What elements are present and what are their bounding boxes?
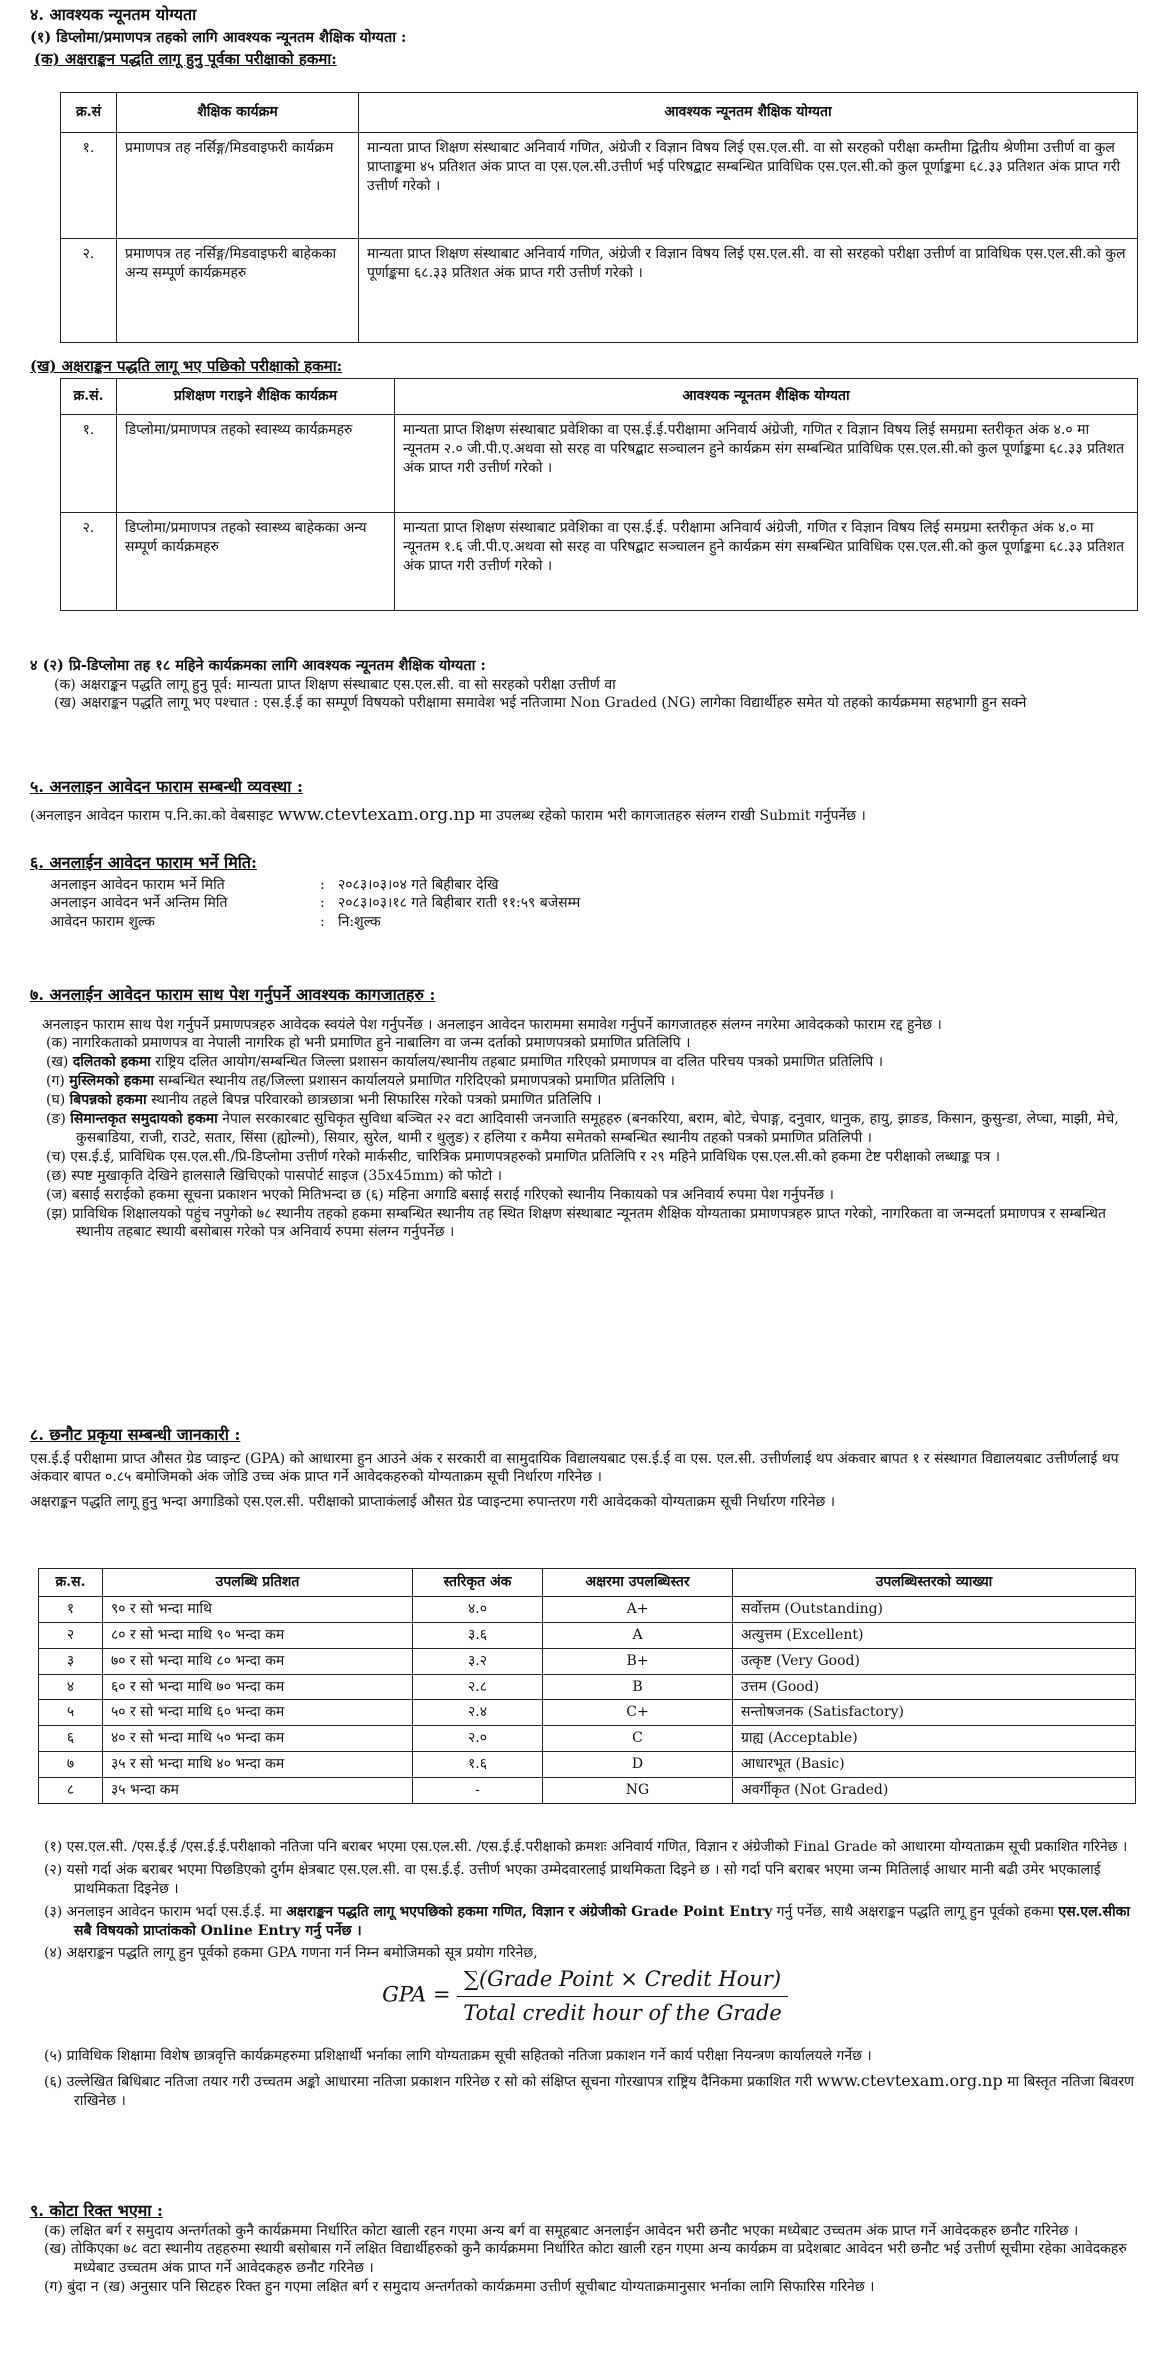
section-8-note-2: (२) यसो गर्दा अंक बराबर भएमा पिछडिएको दुर्गम क्षेत्रबाट एस.एल.सी. वा एस.ई.ई. उत्तीर्ण भएका उम्मेदवारलाई प्राथमिकता दिइने छ । सो गर्दा पनि बराबर भएमा जन्म मितिलाई आधार मानी बढी उमेर भएकालाई प्राथमिकता दिइनेछ ।	[44, 1861, 1101, 1897]
gpa-table-body	[39, 1596, 1136, 1803]
gpa-cell-letter-grade: C+	[543, 1700, 733, 1726]
gpa-cell-percent: ७० र सो भन्दा माथि ८० भन्दा कम	[103, 1648, 413, 1674]
gpa-cell-grade-point: -	[413, 1778, 543, 1804]
table-row	[39, 1726, 1136, 1752]
ka-qualification-table	[60, 92, 1138, 343]
section-5-text-b: मा उपलब्ध रहेको फाराम भरी कागजातहरु संलग्न राखी Submit गर्नुपर्नेछ ।	[475, 807, 866, 824]
gpa-cell-description: ग्राह्य (Acceptable)	[733, 1726, 1136, 1752]
ka-row1-program: प्रमाणपत्र तह नर्सिङ्ग/मिडवाइफरी कार्यक्रम	[117, 133, 359, 239]
list-item-mark: (ग)	[46, 1073, 65, 1090]
section-8-note-5: (५) प्राविधिक शिक्षामा विशेष छात्रवृत्ति कार्यक्रमहरुमा प्रशिक्षार्थी भर्नाका लागि योग्यताक्रम सूची सहितको नतिजा प्रकाशन गर्ने कार्य परीक्षा नियन्त्रण कार्यालयले गर्नेछ ।	[44, 2048, 872, 2065]
gpa-cell-percent: ३५ र सो भन्दा माथि ४० भन्दा कम	[103, 1752, 413, 1778]
ka-row2-qual: मान्यता प्राप्त शिक्षण संस्थाबाट अनिवार्य गणित, अंग्रेजी र विज्ञान विषय लिई एस.एल.सी. वा सो सरहको परीक्षा उत्तीर्ण वा प्राविधिक एस.एल.सी.को कुल पूर्णाङ्कमा ६८.३३ प्रतिशत अंक प्राप्त गरी उत्तीर्ण गरेको ।	[359, 239, 1138, 343]
separator: :	[320, 895, 325, 912]
gpa-cell-letter-grade: A	[543, 1622, 733, 1648]
gpa-cell-grade-point: २.४	[413, 1700, 543, 1726]
gpa-cell-description: उत्कृष्ट (Very Good)	[733, 1648, 1136, 1674]
formula-numerator: ∑(Grade Point × Credit Hour)	[457, 1965, 788, 1996]
gpa-cell-letter-grade: B+	[543, 1648, 733, 1674]
note-6-b: मा बिस्तृत नतिजा बिवरण राखिनेछ ।	[74, 2073, 1135, 2109]
ka-row1-qual: मान्यता प्राप्त शिक्षण संस्थाबाट अनिवार्य गणित, अंग्रेजी र विज्ञान विषय लिई एस.एल.सी. वा सो सरहको परीक्षा कम्तीमा द्वितीय श्रेणीमा उत्तीर्ण वा कुल प्राप्ताङ्कमा ४५ प्रतिशत अंक प्राप्त वा एस.एल.सी.उत्तीर्ण भई परिषद्बाट सम्बन्धित प्राविधिक एस.एल.सी.को कुल पूर्णाङ्कमा ६८.३३ प्रतिशत अंक प्राप्त गरी उत्तीर्ण गरेको ।	[359, 133, 1138, 239]
table-row	[39, 1622, 1136, 1648]
list-item-text: राष्ट्रिय दलित आयोग/सम्बन्धित जिल्ला प्रशासन कार्यालय/स्थानीय तहबाट प्रमाणित गरिएको प्रमाणपत्र वा दलित परिचय पत्रको प्रमाणित प्रतिलिपि ।	[150, 1054, 884, 1071]
gpa-header-letter-grade: अक्षरमा उपलब्धिस्तर	[543, 1569, 733, 1597]
form-deadline-value: २०८३।०३।१८ गते बिहीबार राती ११:५९ बजेसम्म	[338, 895, 581, 912]
gpa-cell-sn: ७	[39, 1752, 103, 1778]
list-item	[50, 894, 1140, 913]
list-item	[50, 913, 1140, 932]
list-item-bold-label: मुस्लिमको हकमा	[69, 1073, 155, 1090]
list-item-text: स्थानीय तहले बिपन्न परिवारको छात्रछात्रा भनी सिफारिस गरेको पत्रको प्रमाणित प्रतिलिपि ।	[146, 1092, 602, 1109]
list-item-mark: (घ)	[46, 1092, 66, 1109]
section-4	[30, 4, 1140, 69]
gpa-cell-description: उत्तम (Good)	[733, 1674, 1136, 1700]
section-9-item-ga: (ग) बुंदा न (ख) अनुसार पनि सिटहरु रिक्त हुन गएमा लक्षित बर्ग र समुदाय अन्तर्गतको कार्यक्रममा उत्तीर्ण सूचीबाट योग्यताक्रमानुसार भर्नाका लागि सिफारिस गरिनेछ ।	[44, 2279, 875, 2296]
section-6	[30, 852, 1140, 932]
gpa-cell-sn: ६	[39, 1726, 103, 1752]
section-4-1-heading: (१) डिप्लोमा/प्रमाणपत्र तहको लागि आवश्यक न्यूनतम शैक्षिक योग्यता :	[30, 28, 407, 46]
section-4-heading: ४. आवश्यक न्यूनतम योग्यता	[30, 5, 197, 24]
list-item-text: बसाई सराईको हकमा सूचना प्रकाशन भएको मितिभन्दा छ (६) महिना अगाडि बसाई सराई गरिएको स्थानीय निकायको पत्र अनिवार्य रुपमा पेश गर्नुपर्नेछ ।	[71, 1186, 834, 1203]
gpa-cell-description: आधारभूत (Basic)	[733, 1752, 1136, 1778]
gpa-conversion-table	[38, 1568, 1136, 1804]
kha-qualification-table	[60, 378, 1138, 611]
section-9-item-ka: (क) लक्षित बर्ग र समुदाय अन्तर्गतको कुनै कार्यक्रममा निर्धारित कोटा खाली रहन गएमा अन्य बर्ग वा समूहबाट अनलाईन आवेदन भरी छनौट भएका मध्येबाट उच्चतम अंक प्राप्त गर्ने आवेदकहरु छनौट गरिनेछ ।	[44, 2222, 1079, 2239]
section-4-kha-title: (ख) अक्षराङ्कन पद्धति लागू भए पछिको परीक्षाको हकमा:	[30, 357, 343, 375]
table-row	[61, 133, 1138, 239]
list-item-bold-label: बिपन्नको हकमा	[69, 1092, 147, 1109]
gpa-cell-description: अत्युत्तम (Excellent)	[733, 1622, 1136, 1648]
section-5-text-a: (अनलाइन आवेदन फाराम प.नि.का.को वेबसाइट	[30, 807, 278, 824]
list-item	[42, 1205, 1140, 1243]
section-9-heading: ९. कोटा रिक्त भएमा :	[30, 2201, 163, 2220]
gpa-cell-letter-grade: NG	[543, 1778, 733, 1804]
gpa-cell-letter-grade: D	[543, 1752, 733, 1778]
kha-header-sn: क्र.सं.	[61, 379, 117, 415]
section-4-2-heading: ४ (२) प्रि-डिप्लोमा तह १८ महिने कार्यक्रमका लागि आवश्यक न्यूनतम शैक्षिक योग्यता :	[30, 657, 486, 674]
kha-row1-sn: १.	[61, 415, 117, 513]
kha-header-qual: आवश्यक न्यूनतम शैक्षिक योग्यता	[395, 379, 1138, 415]
gpa-formula	[30, 1965, 1140, 2027]
section-5-heading: ५. अनलाइन आवेदन फाराम सम्बन्धी व्यवस्था :	[30, 777, 303, 796]
list-item-text: एस.ई.ई, प्राविधिक एस.एल.सी./प्रि-डिप्लोमा उत्तीर्ण गरेको मार्कसीट, चारित्रिक प्रमाणपत्रहरुको प्रमाणित प्रतिलिपि र २९ महिने प्राविधिक एस.एल.सी.को हकमा टेष्ट परीक्षाको लब्धाङ्क पत्र ।	[70, 1148, 1001, 1165]
section-7-intro: अनलाइन फाराम साथ पेश गर्नुपर्ने प्रमाणपत्रहरु आवेदक स्वयंले पेश गर्नुपर्नेछ । अनलाइन आवेदन फाराममा समावेश गर्नुपर्ने कागजातहरु संलग्न नगरेमा आवेदकको फाराम रद्द हुनेछ ।	[42, 1016, 942, 1033]
section-8-note-4: (४) अक्षराङ्कन पद्धति लागू हुन पूर्वको हकमा GPA गणना गर्न निम्न बमोजिमको सूत्र प्रयोग गरिनेछ,	[44, 1945, 538, 1962]
list-item-mark: (छ)	[46, 1167, 67, 1184]
kha-table-wrap	[60, 378, 1138, 611]
note-6-a: (६) उल्लेखित बिधिबाट नतिजा तयार गरी उच्चतम अङ्को आधारमा नतिजा प्रकाशन गरिनेछ र सो को संक्षिप्त सूचना गोरखापत्र राष्ट्रिय दैनिकमा प्रकाशित गरी	[44, 2073, 817, 2090]
list-item	[42, 1148, 1140, 1167]
gpa-table-wrap	[38, 1568, 1136, 1804]
gpa-cell-grade-point: २.०	[413, 1726, 543, 1752]
list-item	[42, 1091, 1140, 1110]
list-item-text: सम्बन्धित स्थानीय तह/जिल्ला प्रशासन कार्यालयले प्रमाणित गरिदिएको प्रमाणपत्रको प्रमाणित प्रतिलिपि ।	[154, 1073, 675, 1090]
kha-header-program: प्रशिक्षण गराइने शैक्षिक कार्यक्रम	[117, 379, 395, 415]
kha-row2-program: डिप्लोमा/प्रमाणपत्र तहको स्वास्थ्य बाहेकका अन्य सम्पूर्ण कार्यक्रमहरु	[117, 513, 395, 611]
gpa-header-description: उपलब्धिस्तरको व्याख्या	[733, 1569, 1136, 1597]
list-item	[50, 876, 1140, 895]
gpa-cell-grade-point: ३.६	[413, 1622, 543, 1648]
section-8-note-6	[40, 2070, 1140, 2111]
ka-header-sn: क्र.सं	[61, 93, 117, 133]
section-8-note-1: (१) एस.एल.सी. /एस.ई.ई /एस.ई.ई.परीक्षाको नतिजा पनि बराबर भएमा एस.एल.सी. /एस.ई.ई.परीक्षाको क्रमशः अनिवार्य गणित, विज्ञान र अंग्रेजीको Final Grade को आधारमा योग्यताक्रम सूची प्रकाशित गरिनेछ ।	[44, 1839, 1128, 1855]
gpa-cell-sn: ८	[39, 1778, 103, 1804]
list-item-text: प्राविधिक शिक्षालयको पहुंच नपुगेको ७८ स्थानीय तहको हकमा सम्बन्धित स्थानीय तह स्थित शिक्षण संस्थाबाट न्यूनतम शैक्षिक योग्यताका प्रमाणपत्रहरु प्राप्त गरेको, नागरिकता वा जन्मदर्ता प्रमाणपत्र र सम्बन्धित स्थानीय तहबाट स्थायी बसोबास गरेको पत्र अनिवार्य रुपमा संलग्न गर्नुपर्नेछ ।	[71, 1205, 1106, 1241]
gpa-cell-percent: ४० र सो भन्दा माथि ५० भन्दा कम	[103, 1726, 413, 1752]
application-dates	[50, 876, 1140, 933]
table-row	[39, 1752, 1136, 1778]
gpa-cell-grade-point: २.८	[413, 1674, 543, 1700]
gpa-cell-description: अवर्गीकृत (Not Graded)	[733, 1778, 1136, 1804]
section-5	[30, 776, 1140, 827]
form-fee-label: आवेदन फाराम शुल्क	[50, 914, 155, 931]
list-item-mark: (क)	[46, 1035, 68, 1052]
gpa-header-grade-point: स्तरिकृत अंक	[413, 1569, 543, 1597]
ka-header-program: शैक्षिक कार्यक्रम	[117, 93, 359, 133]
gpa-header-percent: उपलब्धि प्रतिशत	[103, 1569, 413, 1597]
section-8-notes	[30, 1838, 1140, 2111]
list-item	[42, 1034, 1140, 1053]
section-6-heading: ६. अनलाईन आवेदन फाराम भर्ने मिति:	[30, 853, 257, 872]
gpa-cell-percent: ६० र सो भन्दा माथि ७० भन्दा कम	[103, 1674, 413, 1700]
ctevt-website-link[interactable]: www.ctevtexam.org.np	[277, 804, 476, 825]
note-3-c: गर्नु पर्नेछ, साथै अक्षराङ्कन पद्धति लागू हुन पूर्वको हकमा	[772, 1903, 1059, 1920]
kha-row2-sn: २.	[61, 513, 117, 611]
list-item-mark: (ङ)	[46, 1111, 66, 1128]
gpa-cell-sn: १	[39, 1596, 103, 1622]
gpa-cell-grade-point: ३.२	[413, 1648, 543, 1674]
form-open-date-label: अनलाइन आवेदन फाराम भर्ने मिति	[50, 876, 225, 893]
section-7-heading: ७. अनलाईन आवेदन फाराम साथ पेश गर्नुपर्ने आवश्यक कागजातहरु :	[30, 985, 436, 1004]
list-item-mark: (च)	[46, 1148, 66, 1165]
separator: :	[320, 914, 325, 931]
table-row	[61, 513, 1138, 611]
list-item-text: नागरिकताको प्रमाणपत्र वा नेपाली नागरिक हो भनी प्रमाणित हुने नाबालिग वा जन्म दर्ताको प्रमाणपत्रको प्रमाणित प्रतिलिपि ।	[72, 1035, 691, 1052]
section-7	[30, 984, 1140, 1242]
section-4-ka-title: (क) अक्षराङ्कन पद्धति लागू हुनु पूर्वका परीक्षाको हकमा:	[34, 50, 337, 69]
formula-lhs: GPA =	[382, 1982, 458, 2007]
gpa-cell-percent: ९० र सो भन्दा माथि	[103, 1596, 413, 1622]
section-9-item-kha: (ख) तोकिएका ७८ वटा स्थानीय तहहरुमा स्थायी बसोबास गर्ने लक्षित विद्यार्थीहरुको कुनै कार्यक्रममा निर्धारित कोटा खाली रहन गएमा अन्य कार्यक्रम वा प्रदेशबाट आवेदन भरी छनौट भई उत्तीर्ण सूचीमा रहेका आवेदकहरु मध्येबाट उच्चतम अंक प्राप्त गर्ने आवेदकहरु छनौट गरिनेछ ।	[44, 2241, 1127, 2277]
table-row	[39, 1596, 1136, 1622]
kha-row2-qual: मान्यता प्राप्त शिक्षण संस्थाबाट प्रवेशिका वा एस.ई.ई. परीक्षामा अनिवार्य अंग्रेजी, गणित र विज्ञान विषय लिई समग्रमा स्तरीकृत अंक ४.० मा न्यूनतम १.६ जी.पी.ए.अथवा सो सरह वा परिषद्बाट सञ्चालन हुने कार्यक्रम संग सम्बन्धित प्राविधिक एस.एल.सी.को कुल पूर्णाङ्कमा ६८.३३ प्रतिशत अंक प्राप्त गरी उत्तीर्ण गरेको ।	[395, 513, 1138, 611]
list-item	[42, 1053, 1140, 1072]
gpa-cell-percent: ८० र सो भन्दा माथि ९० भन्दा कम	[103, 1622, 413, 1648]
table-row	[39, 1648, 1136, 1674]
list-item-mark: (ज)	[46, 1186, 68, 1203]
gpa-cell-percent: ५० र सो भन्दा माथि ६० भन्दा कम	[103, 1700, 413, 1726]
section-8	[30, 1424, 1140, 1512]
section-7-document-list	[42, 1034, 1140, 1242]
table-row	[39, 1674, 1136, 1700]
list-item	[42, 1167, 1140, 1186]
gpa-cell-letter-grade: C	[543, 1726, 733, 1752]
ka-table-wrap	[60, 92, 1138, 343]
table-row	[61, 239, 1138, 343]
gpa-cell-grade-point: ४.०	[413, 1596, 543, 1622]
section-4-2-item-kha: (ख) अक्षराङ्कन पद्धति लागू भए पश्चात : एस.ई.ई का सम्पूर्ण विषयको परीक्षामा समावेश भई नतिजामा Non Graded (NG) लागेका विद्यार्थीहरु समेत यो तहको कार्यक्रममा सहभागी हुन सक्ने	[54, 695, 1027, 712]
section-8-heading: ८. छनौट प्रकृया सम्बन्धी जानकारी :	[30, 1425, 241, 1444]
form-deadline-label: अनलाइन आवेदन भर्ने अन्तिम मिति	[50, 895, 228, 912]
form-fee-value: नि:शुल्क	[338, 914, 381, 931]
list-item-mark: (ख)	[46, 1054, 69, 1071]
table-row	[39, 1778, 1136, 1804]
note-3-a: (३) अनलाइन आवेदन फाराम भर्दा एस.ई.ई. मा	[44, 1903, 287, 1920]
kha-row1-qual: मान्यता प्राप्त शिक्षण संस्थाबाट प्रवेशिका वा एस.ई.ई.परीक्षामा अनिवार्य अंग्रेजी, गणित र विज्ञान विषय लिई समग्रमा स्तरीकृत अंक ४.० मा न्यूनतम २.० जी.पी.ए.अथवा सो सरह वा परिषद्बाट सञ्चालन हुने कार्यक्रम संग सम्बन्धित प्राविधिक एस.एल.सी.को कुल पूर्णाङ्कमा ६८.३३ प्रतिशत अंक प्राप्त गरी उत्तीर्ण गरेको ।	[395, 415, 1138, 513]
section-5-text	[30, 804, 1140, 827]
gpa-cell-sn: ५	[39, 1700, 103, 1726]
table-row	[39, 1700, 1136, 1726]
gpa-header-sn: क्र.स.	[39, 1569, 103, 1597]
section-8-note-3	[40, 1903, 1140, 1941]
note-3-bold-2: एस.एल.सीका सबै विषयको प्राप्तांकको Online Entry गर्नु पर्नेछ ।	[74, 1903, 1130, 1939]
kha-row1-program: डिप्लोमा/प्रमाणपत्र तहको स्वास्थ्य कार्यक्रमहरु	[117, 415, 395, 513]
section-4-2	[30, 656, 1140, 713]
list-item-mark: (झ)	[46, 1205, 68, 1222]
list-item	[42, 1186, 1140, 1205]
table-row	[61, 415, 1138, 513]
ka-row1-sn: १.	[61, 133, 117, 239]
form-open-date-value: २०८३।०३।०४ गते बिहीबार देखि	[338, 876, 499, 893]
gpa-cell-description: सर्वोत्तम (Outstanding)	[733, 1596, 1136, 1622]
list-item-bold-label: सिमान्तकृत समुदायको हकमा	[70, 1111, 218, 1128]
note-3-bold-1: अक्षराङ्कन पद्धति लागू भएपछिको हकमा गणित, विज्ञान र अंग्रेजीको Grade Point Entry	[286, 1903, 773, 1920]
list-item-text: स्पष्ट मुखाकृति देखिने हालसालै खिचिएको पासपोर्ट साइज (35x45mm) को फोटो ।	[71, 1167, 503, 1184]
list-item-bold-label: दलितको हकमा	[72, 1054, 151, 1071]
section-4-2-item-ka: (क) अक्षराङ्कन पद्धति लागू हुनु पूर्व: मान्यता प्राप्त शिक्षण संस्थाबाट एस.एल.सी. वा सो सरहको परीक्षा उत्तीर्ण वा	[54, 676, 616, 693]
gpa-cell-sn: २	[39, 1622, 103, 1648]
list-item	[42, 1072, 1140, 1091]
section-9	[30, 2200, 1140, 2297]
formula-fraction	[457, 1965, 788, 2027]
ka-row2-sn: २.	[61, 239, 117, 343]
formula-denominator: Total credit hour of the Grade	[463, 2000, 782, 2025]
gpa-cell-letter-grade: B	[543, 1674, 733, 1700]
gpa-cell-sn: ३	[39, 1648, 103, 1674]
separator: :	[320, 876, 325, 893]
gpa-cell-description: सन्तोषजनक (Satisfactory)	[733, 1700, 1136, 1726]
gpa-cell-percent: ३५ भन्दा कम	[103, 1778, 413, 1804]
ka-header-qual: आवश्यक न्यूनतम शैक्षिक योग्यता	[359, 93, 1138, 133]
section-8-para-1: एस.ई.ई परीक्षामा प्राप्त औसत ग्रेड प्वाइन्ट (GPA) को आधारमा हुन आउने अंक र सरकारी वा सामुदायिक विद्यालयबाट एस.ई.ई वा एस. एल.सी. उत्तीर्णलाई थप अंकवार बापत १ र संस्थागत विद्यालयबाट उत्तीर्णलाई थप अंकवार बापत ०.८५ बमोजिमको अंक जोडि उच्च अंक प्राप्त गर्ने आवेदकहरुको योग्यताक्रम सूची निर्धारण गरिनेछ ।	[30, 1450, 1119, 1486]
gpa-cell-grade-point: १.६	[413, 1752, 543, 1778]
list-item	[42, 1110, 1140, 1148]
section-4-kha	[30, 356, 1140, 376]
gpa-cell-letter-grade: A+	[543, 1596, 733, 1622]
gpa-cell-sn: ४	[39, 1674, 103, 1700]
ka-row2-program: प्रमाणपत्र तह नर्सिङ्ग/मिडवाइफरी बाहेकका अन्य सम्पूर्ण कार्यक्रमहरु	[117, 239, 359, 343]
list-item-text: नेपाल सरकारबाट सुचिकृत सुविधा बञ्चित २२ वटा आदिवासी जनजाति समूहहरु (बनकरिया, बराम, बोटे, चेपाङ्ग, दनुवार, धानुक, हायु, झाङड, किसान, कुसुन्डा, लेप्चा, माझी, मेचे, कुसबाडिया, राजी, राउटे, सतार, सिंसा (ह्योल्मो), सियार, सुरेल, थामी र थुलुङ) र हलिया र कमैया समेतको सम्बन्धित स्थानीय तहको पत्रको प्रमाणित प्रतिलिपी ।	[76, 1111, 1119, 1146]
result-website-link[interactable]: www.ctevtexam.org.np	[816, 2070, 1003, 2090]
section-8-para-2: अक्षराङ्कन पद्धति लागू हुनु भन्दा अगाडिको एस.एल.सी. परीक्षाको प्राप्ताकंलाई औसत ग्रेड प्वाइन्टमा रुपान्तरण गरी आवेदकको योग्यताक्रम सूची निर्धारण गरिनेछ ।	[30, 1494, 836, 1511]
